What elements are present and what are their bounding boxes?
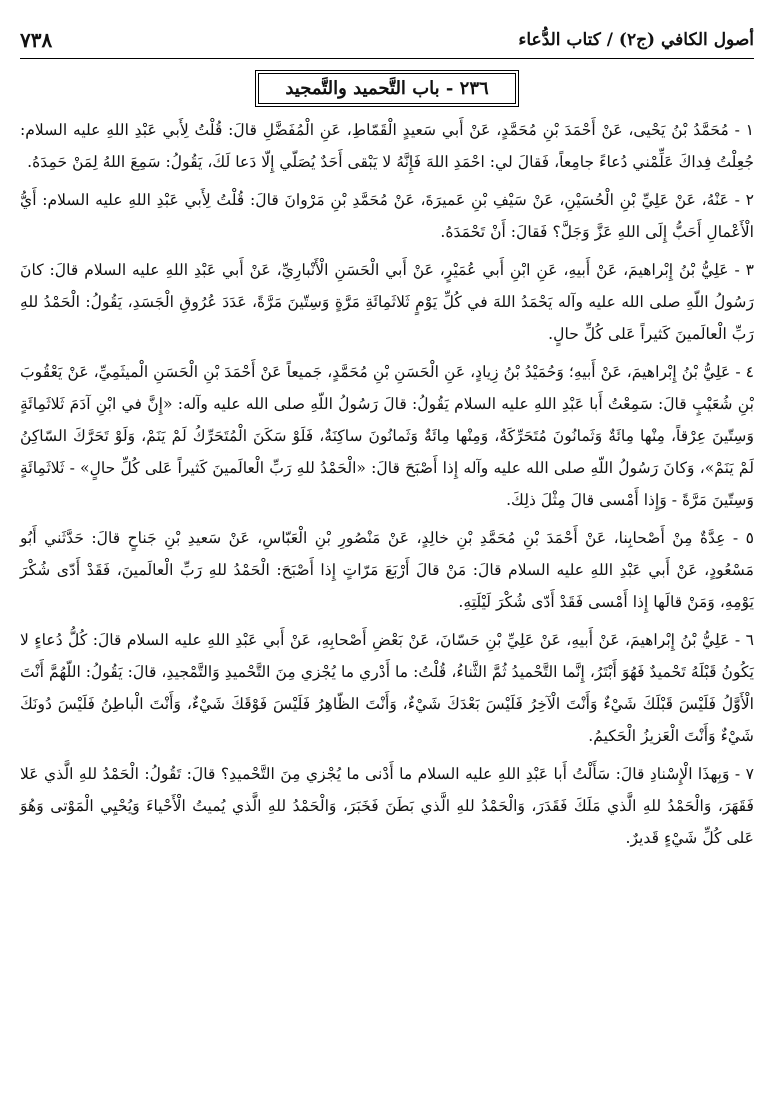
hadith-paragraph: ٤ - عَلِيُّ بْنُ إِبْراهيمَ، عَنْ أَبيهِ؛ وَحُمَيْدُ بْنُ زِيادٍ، عَنِ الْحَسَنِ بْنِ مُحَمَّدٍ، جَميعاً عَنْ أَحْمَدَ بْنِ الْحَسَنِ الْميثَمِيِّ، عَنْ يَعْقُوبَ بْنِ شُعَيْبٍ قالَ: سَمِعْتُ أَبا عَبْدِ اللهِ عليه السلام يَقُولُ: قالَ رَسُولُ اللّهِ صلى الله عليه وآله: «إِنَّ في ابْنِ آدَمَ ثَلاثَمِائَةٍ وَسِتّينَ عِرْقاً، مِنْها مِائَةٌ وَثَمانُونَ مُتَحَرِّكَةٌ، وَمِنْها مِائَةٌ وَثَمانُونَ ساكِنَةٌ، فَلَوْ سَكَنَ الْمُتَحَرِّكُ لَمْ يَنَمْ، وَلَوْ تَحَرَّكَ السّاكِنُ لَمْ يَنَمْ»، وَكانَ رَسُولُ اللّهِ صلى الله عليه وآله إِذا أَصْبَحَ قالَ: «الْحَمْدُ للهِ رَبِّ الْعالَمينَ كَثيراً عَلى كُلِّ حالٍ» - ثَلاثَمِائَةٍ وَسِتّينَ مَرَّةً - وَإِذا أَمْسى قالَ مِثْلَ ذلِكَ. bbox=[20, 363, 754, 509]
hadith-paragraph: ٥ - عِدَّةٌ مِنْ أَصْحابِنا، عَنْ أَحْمَدَ بْنِ مُحَمَّدِ بْنِ خالِدٍ، عَنْ مَنْصُورِ بْنِ الْعَبّاسِ، عَنْ سَعيدِ بْنِ جَناحٍ قالَ: حَدَّثَني أَبُو مَسْعُودٍ، عَنْ أَبي عَبْدِ اللهِ عليه السلام قالَ: مَنْ قالَ أَرْبَعَ مَرّاتٍ إِذا أَصْبَحَ: الْحَمْدُ للهِ رَبِّ الْعالَمينَ، فَقَدْ أَدّى شُكْرَ يَوْمِهِ، وَمَنْ قالَها إِذا أَمْسى فَقَدْ أَدّى شُكْرَ لَيْلَتِهِ. bbox=[20, 529, 754, 611]
hadith-paragraph: ٢ - عَنْهُ، عَنْ عَلِيِّ بْنِ الْحُسَيْنِ، عَنْ سَيْفِ بْنِ عَميرَةَ، عَنْ مُحَمَّدِ بْنِ مَرْوانَ قالَ: قُلْتُ لِأَبي عَبْدِ اللهِ عليه السلام: أَيُّ الْأَعْمالِ أَحَبُّ إِلَى اللهِ عَزَّ وَجَلَّ؟ فَقالَ: أَنْ تَحْمَدَهُ. bbox=[20, 191, 754, 241]
page-number: ٧٣٨ bbox=[20, 28, 53, 52]
hadith-list bbox=[20, 114, 754, 854]
book-page bbox=[20, 28, 754, 1098]
chapter-title: ٢٣٦ - باب التَّحميد والتَّمجيد bbox=[258, 73, 515, 104]
page-header bbox=[20, 28, 754, 58]
running-title: أصول الكافي (ج٢) / كتاب الدُّعاء bbox=[518, 30, 754, 50]
chapter-title-box bbox=[20, 73, 754, 104]
hadith-paragraph: ٦ - عَلِيُّ بْنُ إِبْراهيمَ، عَنْ أَبيهِ، عَنْ عَلِيِّ بْنِ حَسّانَ، عَنْ بَعْضِ أَصْحابِهِ، عَنْ أَبي عَبْدِ اللهِ عليه السلام قالَ: كُلُّ دُعاءٍ لا يَكُونُ قَبْلَهُ تَحْميدٌ فَهُوَ أَبْتَرُ، إِنَّما التَّحْميدُ ثُمَّ الثَّناءُ، قُلْتُ: ما أَدْري ما يُجْزي مِنَ التَّحْميدِ وَالتَّمْجيدِ، قالَ: يَقُولُ: اللّهُمَّ أَنْتَ الْأَوَّلُ فَلَيْسَ قَبْلَكَ شَيْءٌ وَأَنْتَ الْآخِرُ فَلَيْسَ بَعْدَكَ شَيْءٌ، وَأَنْتَ الظّاهِرُ فَلَيْسَ فَوْقَكَ شَيْءٌ، وَأَنْتَ الْباطِنُ فَلَيْسَ دُونَكَ شَيْءٌ وَأَنْتَ الْعَزيزُ الْحَكيمُ. bbox=[20, 631, 754, 745]
hadith-paragraph: ١ - مُحَمَّدُ بْنُ يَحْيى، عَنْ أَحْمَدَ بْنِ مُحَمَّدٍ، عَنْ أَبي سَعيدٍ الْقَمّاطِ، عَنِ الْمُفَضَّلِ قالَ: قُلْتُ لِأَبي عَبْدِ اللهِ عليه السلام: جُعِلْتُ فِداكَ عَلِّمْني دُعاءً جامِعاً، فَقالَ لي: احْمَدِ اللهَ فَإِنَّهُ لا يَبْقى أَحَدٌ يُصَلّي إِلّا دَعا لَكَ، يَقُولُ: سَمِعَ اللهُ لِمَنْ حَمِدَهُ. bbox=[20, 121, 754, 171]
hadith-paragraph: ٣ - عَلِيُّ بْنُ إِبْراهيمَ، عَنْ أَبيهِ، عَنِ ابْنِ أَبي عُمَيْرٍ، عَنْ أَبي الْحَسَنِ الْأَنْبارِيِّ، عَنْ أَبي عَبْدِ اللهِ عليه السلام قالَ: كانَ رَسُولُ اللّهِ صلى الله عليه وآله يَحْمَدُ اللهَ في كُلِّ يَوْمٍ ثَلاثَمِائَةِ مَرَّةٍ وَسِتّينَ مَرَّةً، عَدَدَ عُرُوقِ الْجَسَدِ، يَقُولُ: الْحَمْدُ للهِ رَبِّ الْعالَمينَ كَثيراً عَلى كُلِّ حالٍ. bbox=[20, 261, 754, 343]
header-rule bbox=[20, 58, 754, 59]
hadith-paragraph: ٧ - وَبِهذَا الْإِسْنادِ قالَ: سَأَلْتُ أَبا عَبْدِ اللهِ عليه السلام ما أَدْنى ما يُجْزي مِنَ التَّحْميدِ؟ قالَ: تَقُولُ: الْحَمْدُ للهِ الَّذي عَلا فَقَهَرَ، وَالْحَمْدُ للهِ الَّذي مَلَكَ فَقَدَرَ، وَالْحَمْدُ للهِ الَّذي بَطَنَ فَخَبَرَ، وَالْحَمْدُ للهِ الَّذي يُميتُ الْأَحْياءَ وَيُحْيِي الْمَوْتى وَهُوَ عَلى كُلِّ شَيْءٍ قَديرٌ. bbox=[20, 765, 754, 847]
